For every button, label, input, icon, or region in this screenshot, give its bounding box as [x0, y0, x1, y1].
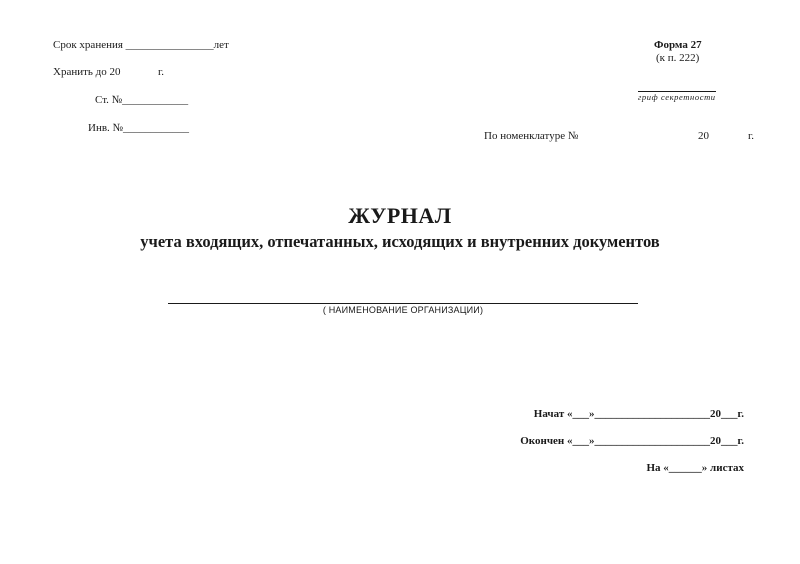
storage-period-label: Срок хранения — [53, 39, 123, 51]
keep-until-label: Хранить до 20 — [53, 66, 121, 78]
inv-number-label: Инв. № — [88, 122, 124, 134]
form-clause: (к п. 222) — [656, 52, 700, 64]
storage-period-suffix: лет — [213, 39, 229, 51]
storage-period-blank: ________________ — [125, 39, 214, 51]
inv-number-line — [88, 122, 189, 134]
nomenclature-year-suffix: г. — [748, 130, 755, 142]
document-subtitle: учета входящих, отпечатанных, исходящих и внутренних документов — [140, 232, 660, 251]
organization-caption: ( НАИМЕНОВАНИЕ ОРГАНИЗАЦИИ) — [322, 305, 484, 315]
organization-line — [168, 303, 638, 304]
inv-number-blank: ____________ — [123, 122, 190, 134]
st-number-label: Ст. № — [95, 94, 123, 106]
keep-until-line — [53, 66, 164, 78]
form-number: Форма 27 — [654, 39, 702, 51]
nomenclature-label: По номенклатуре № — [484, 130, 579, 142]
st-number-line — [95, 94, 188, 106]
finished-date: Окончен «___»_____________________20___г. — [520, 435, 744, 447]
st-number-blank: ____________ — [122, 94, 189, 106]
started-date: Начат «___»_____________________20___г. — [533, 408, 744, 420]
sheets-count: На «______» листах — [646, 462, 744, 474]
keep-until-suffix: г. — [158, 66, 165, 78]
storage-period-line — [53, 39, 229, 51]
document-title: ЖУРНАЛ — [348, 203, 452, 228]
nomenclature-year-prefix: 20 — [698, 130, 709, 142]
secrecy-caption: гриф секретности — [638, 92, 716, 102]
